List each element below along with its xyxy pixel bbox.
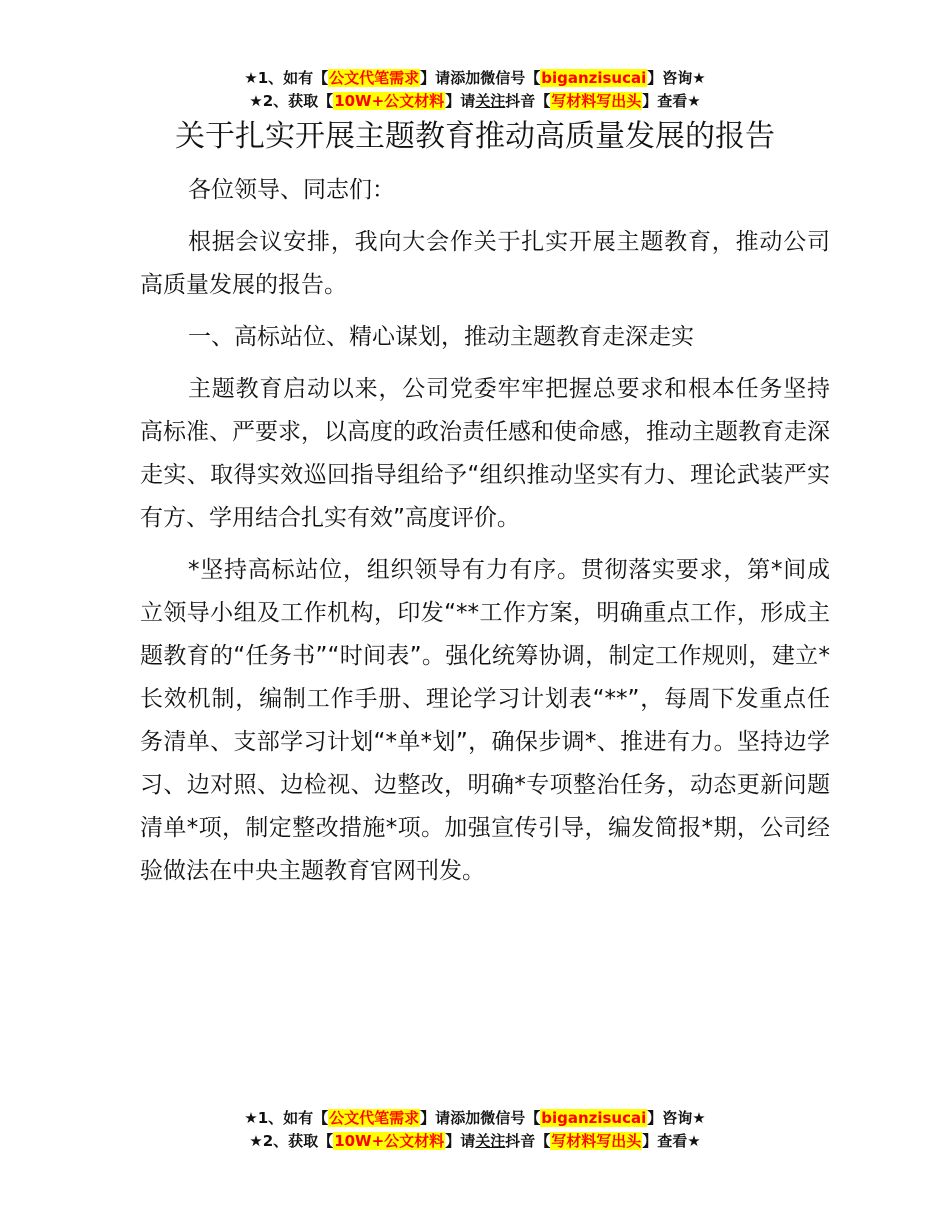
promo-banner-top xyxy=(0,67,950,113)
salutation-paragraph: 各位领导、同志们： xyxy=(188,177,395,203)
promo-text: 】查看★ xyxy=(642,92,701,110)
body-paragraph: 主题教育启动以来，公司党委牢牢把握总要求和根本任务坚持高标准、严要求，以高度的政治责任感和使命感，推动主题教育走深走实、取得实效巡回指导组给予“组织推动坚实有力、理论武装严实有方、学用结合扎实有效”高度评价。 xyxy=(140,376,830,531)
promo-highlight: 写材料写出头 xyxy=(551,1132,642,1150)
promo-emphasis: 关注 xyxy=(475,1132,506,1150)
document-title: 关于扎实开展主题教育推动高质量发展的报告 xyxy=(175,119,775,154)
promo-text: ★1、如有【 xyxy=(244,69,329,87)
promo-highlight: biganzisucai xyxy=(541,1109,647,1127)
promo-highlight: 公文代笔需求 xyxy=(329,1109,420,1127)
promo-line-1 xyxy=(0,67,950,90)
promo-text: 抖音【 xyxy=(505,92,551,110)
promo-banner-bottom xyxy=(0,1107,950,1153)
section-heading: 一、高标站位、精心谋划，推动主题教育走深走实 xyxy=(188,324,694,350)
promo-text: 】查看★ xyxy=(642,1132,701,1150)
promo-highlight: 写材料写出头 xyxy=(551,92,642,110)
promo-highlight: 公文代笔需求 xyxy=(329,69,420,87)
promo-text: ★2、获取【 xyxy=(249,92,334,110)
promo-text: 微信号【 xyxy=(480,1109,541,1127)
promo-highlight: 10W+公文材料 xyxy=(334,92,445,110)
promo-line-2 xyxy=(0,90,950,113)
promo-text: ★2、获取【 xyxy=(249,1132,334,1150)
promo-text: 抖音【 xyxy=(505,1132,551,1150)
promo-highlight: biganzisucai xyxy=(541,69,647,87)
body-paragraph: *坚持高标站位，组织领导有力有序。贯彻落实要求，第*间成立领导小组及工作机构，印发“**工作方案，明确重点工作，形成主题教育的“任务书”“时间表”。强化统筹协调，制定工作规则，建立*长效机制，编制工作手册、理论学习计划表“**”，每周下发重点任务清单、支部学习计划“*单*划”，确保步调*、推进有力。坚持边学习、边对照、边检视、边整改，明确*专项整治任务，动态更新问题清单*项，制定整改措施*项。加强宣传引导，编发简报*期，公司经验做法在中央主题教育官网刊发。 xyxy=(140,557,830,884)
promo-text: 】请 xyxy=(445,1132,476,1150)
intro-paragraph: 根据会议安排，我向大会作关于扎实开展主题教育，推动公司高质量发展的报告。 xyxy=(140,229,830,298)
promo-text: 】请 xyxy=(445,92,476,110)
promo-text: 】咨询★ xyxy=(647,1109,706,1127)
promo-text: ★1、如有【 xyxy=(244,1109,329,1127)
promo-text: 】请 xyxy=(420,69,451,87)
promo-line-1 xyxy=(0,1107,950,1130)
promo-emphasis: 关注 xyxy=(475,92,506,110)
promo-highlight: 10W+公文材料 xyxy=(334,1132,445,1150)
promo-text: 】咨询★ xyxy=(647,69,706,87)
promo-text: 微信号【 xyxy=(480,69,541,87)
promo-emphasis: 添加 xyxy=(450,69,481,87)
promo-text: 】请 xyxy=(420,1109,451,1127)
promo-line-2 xyxy=(0,1130,950,1153)
document-body xyxy=(140,169,830,902)
promo-emphasis: 添加 xyxy=(450,1109,481,1127)
